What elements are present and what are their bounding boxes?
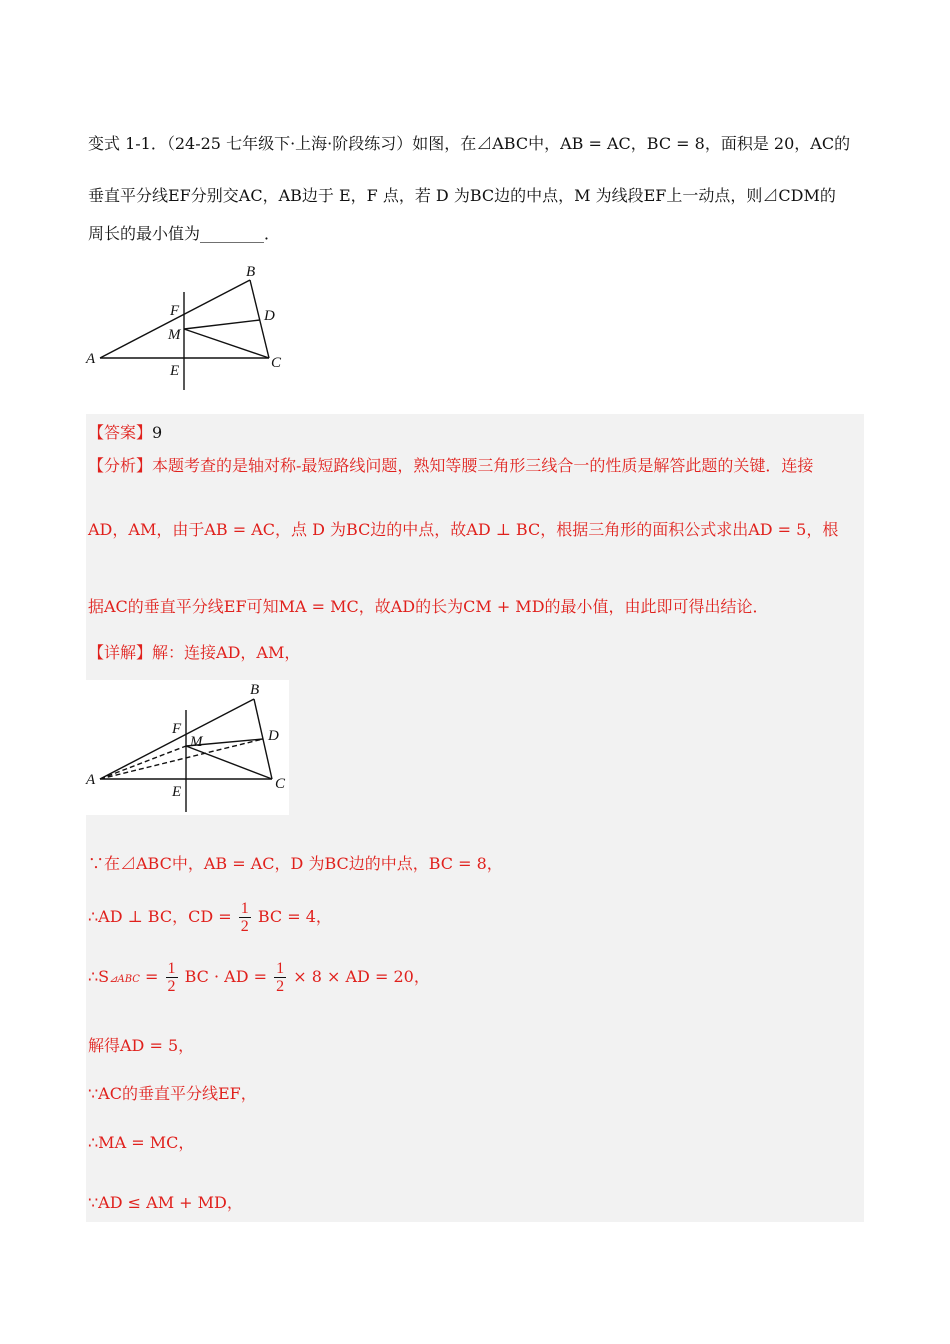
step3-text-b: = (145, 967, 159, 986)
detail-step-3 (88, 960, 430, 995)
label-A: A (86, 351, 96, 367)
label-M: M (168, 327, 181, 343)
question-line-3: 周长的最小值为________． (88, 224, 281, 243)
analysis-text-1: 本题考查的是轴对称-最短路线问题，熟知等腰三角形三线合一的性质是解答此题的关键．连接 (152, 456, 814, 475)
segment-MC (186, 746, 272, 779)
label-C: C (275, 776, 286, 792)
segment-MD (184, 320, 260, 329)
label-D: D (264, 308, 275, 324)
detail-step-6: ∴MA = MC， (88, 1133, 195, 1152)
step3-text-d: × 8 × AD = 20， (293, 967, 430, 986)
fraction-half (239, 900, 251, 935)
label-F: F (170, 303, 180, 319)
fraction-denominator: 2 (276, 978, 285, 995)
fraction-half-1 (166, 960, 178, 995)
segment-AM-dashed (100, 746, 186, 779)
label-B: B (250, 682, 260, 698)
answer-value: 9 (152, 423, 163, 442)
label-E: E (170, 363, 180, 379)
fraction-denominator: 2 (167, 978, 176, 995)
question-line-1: 变式 1-1．（24-25 七年级下·上海·阶段练习）如图，在⊿ABC中，AB = AC，BC = 8，面积是 20，AC的 (88, 134, 851, 153)
segment-AD-dashed (100, 739, 263, 779)
label-D: D (268, 728, 279, 744)
step2-text-a: ∴AD ⊥ BC，CD = (88, 907, 232, 926)
answer-tag: 【答案】 (88, 423, 153, 442)
detail-step-7: ∵AD ≤ AM + MD， (88, 1193, 243, 1212)
detail-step-4: 解得AD = 5， (88, 1036, 195, 1055)
answer-line (88, 420, 162, 443)
analysis-line-3: 据AC的垂直平分线EF可知MA = MC，故AD的长为CM + MD的最小值，由此即可得出结论． (88, 597, 769, 616)
step3-subscript: ⊿ABC (109, 974, 140, 985)
triangle-figure-2 (82, 680, 292, 815)
fraction-numerator: 1 (167, 960, 176, 977)
fraction-denominator: 2 (240, 918, 249, 935)
detail-step-1: ∵在⊿ABC中，AB = AC，D 为BC边的中点，BC = 8， (88, 854, 503, 873)
segment-AB (100, 699, 254, 779)
analysis-tag: 【分析】 (88, 456, 153, 475)
detail-intro: 解：连接AD，AM， (152, 643, 301, 662)
label-B: B (246, 264, 256, 280)
detail-tag: 【详解】 (88, 643, 153, 662)
question-line-2: 垂直平分线EF分别交AC，AB边于 E，F 点，若 D 为BC边的中点，M 为线段EF上一动点，则⊿CDM的 (88, 186, 836, 205)
detail-step-2 (88, 900, 332, 935)
label-E: E (172, 784, 182, 800)
segment-AB (100, 280, 250, 358)
fraction-numerator: 1 (240, 900, 249, 917)
label-C: C (271, 355, 282, 371)
label-F: F (172, 721, 182, 737)
step2-text-b: BC = 4， (257, 907, 332, 926)
analysis-line-1 (88, 453, 813, 476)
label-A: A (86, 772, 96, 788)
step3-text-c: BC · AD = (184, 967, 268, 986)
label-M: M (190, 734, 203, 750)
fraction-half-2 (274, 960, 286, 995)
detail-step-5: ∵AC的垂直平分线EF， (88, 1084, 257, 1103)
analysis-line-2: AD，AM，由于AB = AC，点 D 为BC边的中点，故AD ⊥ BC，根据三角形的面积公式求出AD = 5，根 (88, 520, 839, 539)
triangle-figure-1 (82, 262, 292, 392)
fraction-numerator: 1 (276, 960, 285, 977)
detail-line (88, 640, 300, 663)
step3-text-a: ∴S (88, 967, 110, 986)
segment-MC (184, 329, 269, 358)
